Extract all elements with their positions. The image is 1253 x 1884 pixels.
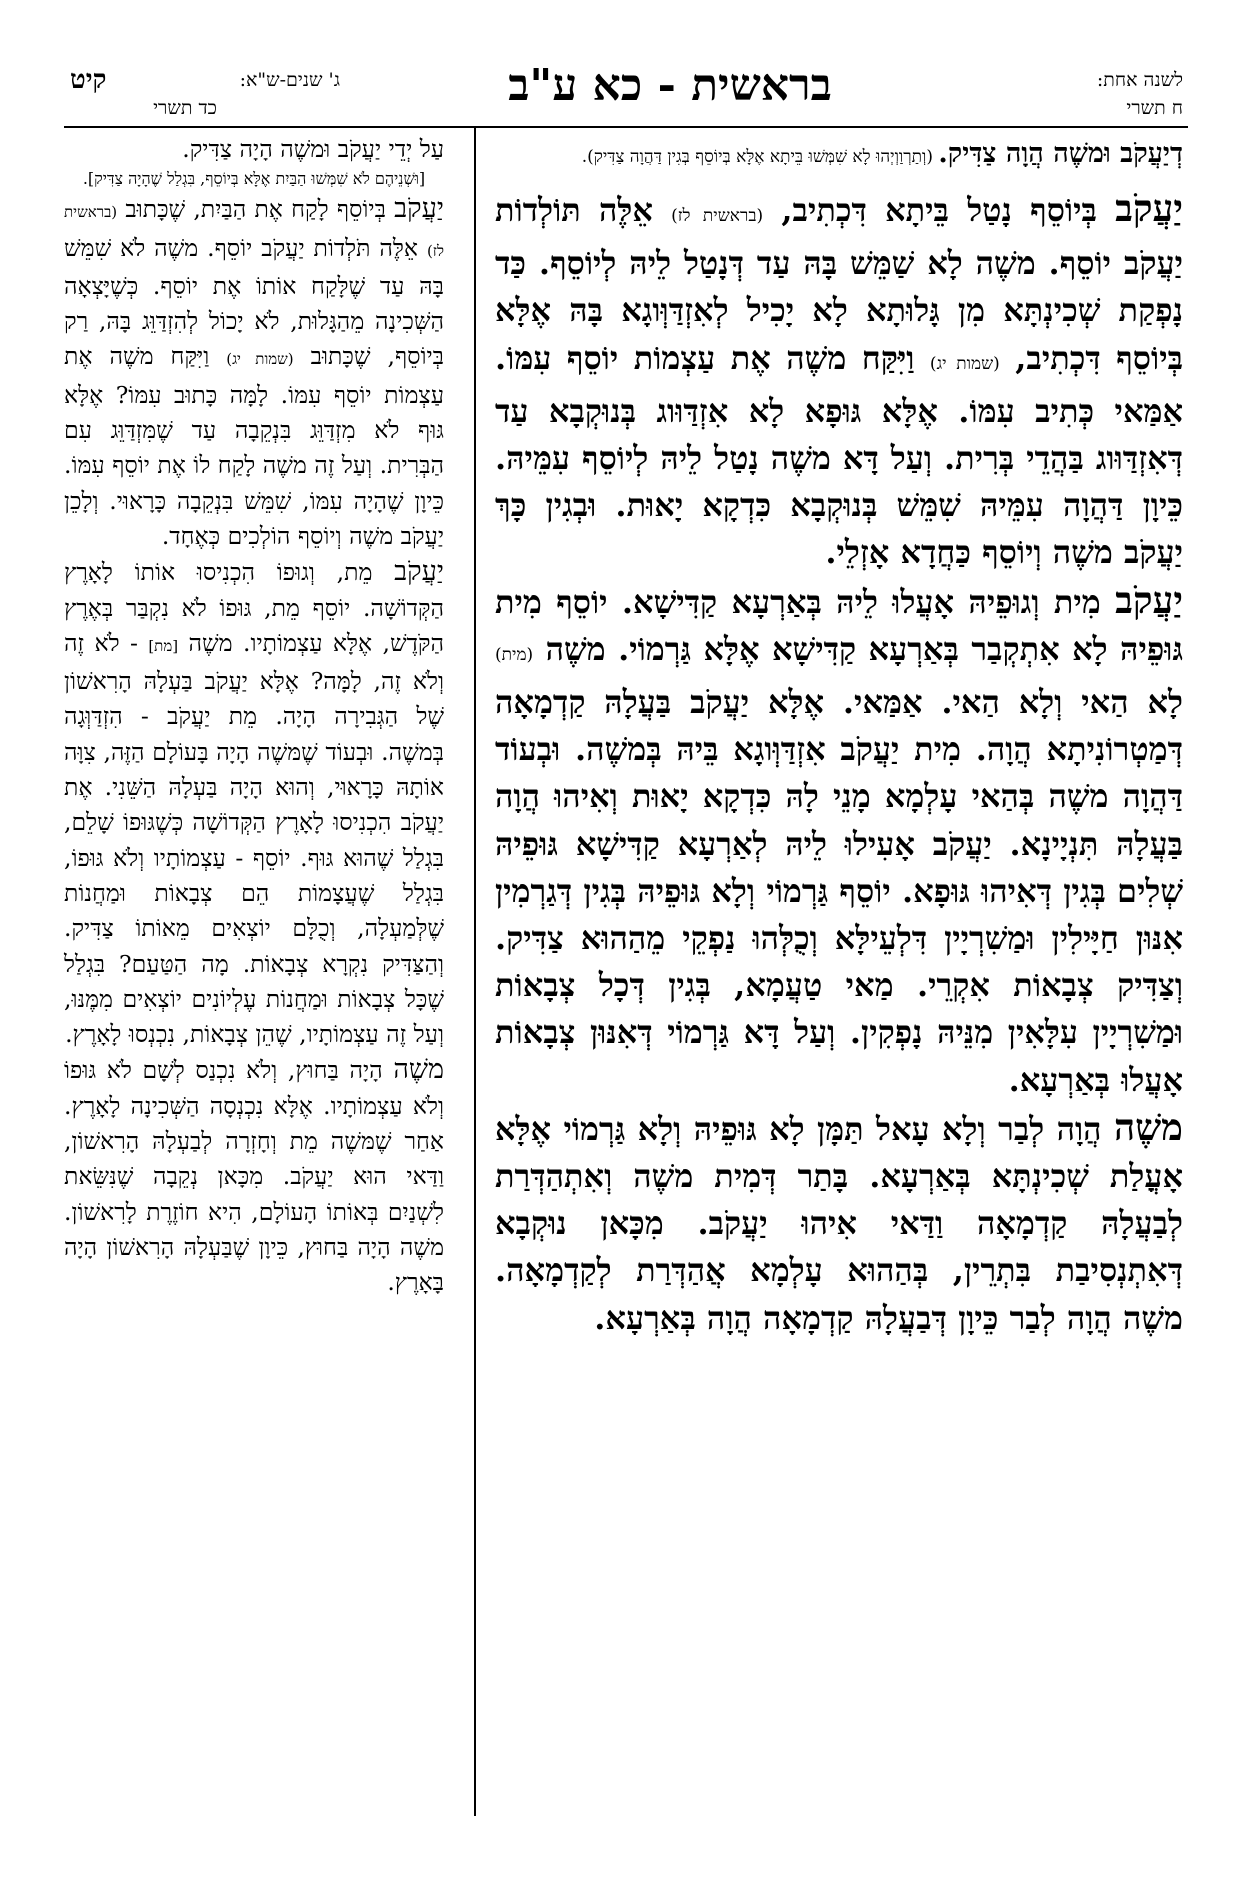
header-right-top: לשנה אחת:	[1096, 69, 1183, 91]
side-p3-opening-word: משֶׁה	[393, 1054, 444, 1086]
column-divider	[474, 126, 476, 1816]
side-p1-text-b: אֵלֶּה תֹּלְדוֹת יַעֲקֹב יוֹסֵף. משֶׁה לֹא שִׁמֵּשׁ בָּהּ עַד שֶׁלָּקַח אוֹתוֹ אֶת יוֹסֵף. כְּשֶׁיָּצְאָה הַשְּׁכִינָה מֵהַגָּלוּת, לֹא יָכוֹל לְהִזְדַּוֵּג בָּהּ, רַק בְּיוֹסֵף, שֶׁכָּתוּב	[64, 233, 445, 371]
main-p3-text-a: הֲוָה לְבַר וְלָא עָאל תַּמָּן לָא גּוּפֵיהּ וְלָא גַּרְמוֹי אֶלָּא אָעֳלַת שְׁכִינְתָּא בְּאַרְעָא. בָּתַר דְּמִית משֶׁה וְאִתְהַדְּרַת לְבַעֲלָהּ קַדְמָאָה וַדַּאי אִיהוּ יַעֲקֹב. מִכָּאן נוּקְבָא דְּאִתְנְסִיבַת בִּתְרֵין, בְּהַהוּא עָלְמָא אֲהַדְּרַת לְקַדְמָאָה. משֶׁה הֲוָה לְבַר כֵּיוָן דְּבַעֲלָהּ קַדְמָאָה הֲוָה בְּאַרְעָא.	[495, 1109, 1183, 1337]
side-p1-opening-word: יַעֲקֹב	[394, 193, 444, 225]
main-p1-text-c: וַיִּקַּח משֶׁה אֶת עַצְמוֹת יוֹסֵף עִמּוֹ. אַמַּאי כְּתִיב עִמּוֹ. אֶלָּא גּוּפָא לָא אִזְדַּוּוג בְּנוּקְבָא עַד דְּאִזְדַּוּוג בַּהֲדֵי בְּרִית. וְעַל דָּא משֶׁה נָטַל לֵיהּ לְיוֹסֵף עִמֵּיהּ. כֵּיוָן דַּהֲוָה עִמֵּיהּ שִׁמֵּשׁ בְּנוּקְבָא כִּדְקָא יָאוּת. וּבְגִין כָּךְ יַעֲקֹב משֶׁה וְיוֹסֵף כַּחֲדָא אָזְלֵי.	[495, 338, 1183, 572]
side-p2-text-b: - לֹא זֶה וְלֹא זֶה, לָמָּה? אֶלָּא יַעֲקֹב בַּעְלָהּ הָרִאשׁוֹן שֶׁל הַגְּבִירָה הָיָה. מֵת יַעֲקֹב - הִזְדַּוְּגָה בְּמשֶׁה. וּבְעוֹד שֶׁמּשֶׁה הָיָה בָּעוֹלָם הַזֶּה, צִוָּה אוֹתָהּ כָּרָאוּי, וְהוּא הָיָה בַּעְלָהּ הַשֵּׁנִי. אֶת יַעֲקֹב הִכְנִיסוּ לָאָרֶץ הַקְּדוֹשָׁה כְּשֶׁגּוּפוֹ שָׁלֵם, בִּגְלַל שֶׁהוּא גּוּף. יוֹסֵף - עַצְמוֹתָיו וְלֹא גּוּפוֹ, בִּגְלַל שֶׁעֲצָמוֹת הֵם צְבָאוֹת וּמַחֲנוֹת שֶׁלְּמַעְלָה, וְכֻלָּם יוֹצְאִים מֵאוֹתוֹ צַדִּיק. וְהַצַּדִּיק נִקְרָא צְבָאוֹת. מָה הַטַּעַם? בִּגְלַל שֶׁכָּל צְבָאוֹת וּמַחֲנוֹת עֶלְיוֹנִים יוֹצְאִים מִמֶּנּוּ, וְעַל זֶה עַצְמוֹתָיו, שֶׁהֵן צְבָאוֹת, נִכְנְסוּ לָאָרֶץ.	[64, 628, 444, 1049]
main-p1-text-b: אֵלֶּה תּוֹלְדוֹת יַעֲקֹב יוֹסֵף. משֶׁה לָא שַׁמֵּשׁ בָּהּ עַד דְּנָטַל לֵיהּ לְיוֹסֵף. כַּד נָפְקַת שְׁכִינְתָּא מִן גָּלוּתָא לָא יָכִיל לְאִזְדַּוְּוגָא בָּהּ אֶלָּא בְּיוֹסֵף דִּכְתִיב,	[495, 191, 1184, 377]
side-p1-text-a: בְּיוֹסֵף לָקַח אֶת הַבַּיִת, שֶׁכָּתוּב	[117, 195, 395, 224]
main-p1-text-a: בְּיוֹסֵף נָטַל בֵּיתָא דִּכְתִיב,	[763, 191, 1116, 229]
header-rule	[64, 126, 1188, 128]
side-paragraph-3	[64, 1052, 444, 1300]
main-intro	[495, 132, 1183, 179]
main-p1-opening-word: יַעֲקֹב	[1115, 186, 1184, 230]
side-p1-citation-1: (בראשית לז)	[64, 203, 444, 260]
main-p2-citation: (מית)	[495, 644, 534, 665]
header-left-bottom: כד תשרי	[153, 97, 217, 119]
header-right-bottom: ח תשרי	[1126, 97, 1183, 119]
side-p2-text-a: מֵת, וְגוּפוֹ הִכְנִיסוּ אוֹתוֹ לָאָרֶץ הַקְּדוֹשָׁה. יוֹסֵף מֵת, גּוּפוֹ לֹא נִקְבַּר בְּאֶרֶץ הַקֹּדֶשׁ, אֶלָּא עַצְמוֹתָיו. משֶׁה	[64, 558, 445, 657]
main-p2-text-b: לָא הַאי וְלָא הַאי. אַמַּאי. אֶלָּא יַעֲקֹב בַּעֲלָהּ קַדְמָאָה דְּמַטְרוֹנִיתָא הֲוָה. מִית יַעֲקֹב אִזְדַּוְּוגָא בֵּיהּ בְּמשֶׁה. וּבְעוֹד דַּהֲוָה משֶׁה בְּהַאי עָלְמָא מָנֵי לָהּ כִּדְקָא יָאוּת וְאִיהוּ הֲוָה בַּעֲלָהּ תִּנְיָינָא. יַעֲקֹב אָעִילוּ לֵיהּ לְאַרְעָא קַדִּישָׁא גּוּפֵיהּ שְׁלִים בְּגִין דְּאִיהוּ גּוּפָא. יוֹסֵף גַּרְמוֹי וְלָא גּוּפֵיהּ בְּגִין דְּגַרְמִין אִנּוּן חַיָּילִין וּמַשִׁרְיָין דִּלְעֵילָּא וְכֻלְּהוּ נַפְקֵי מֵהַהוּא צַדִּיק. וְצַדִּיק צְבָאוֹת אִקְרֵי. מַאי טַעֲמָא, בְּגִין דְּכָל צְבָאוֹת וּמַשִׁרְיָין עִלָּאִין מִנֵּיהּ נָפְקִין. וְעַל דָּא גַּרְמוֹי דְּאִנּוּן צְבָאוֹת אָעֲלוּ בְּאַרְעָא.	[495, 683, 1184, 1099]
main-p1-citation-2: (שמות יג)	[929, 353, 1000, 374]
main-intro-note: (וְתַרְוַוְיְהוּ לָא שִׁמְּשׁוּ בֵּיתָא אֶלָּא בְּיוֹסֵף בְּגִין דַּהֲוָה צַדִּיק).	[581, 147, 939, 167]
header-right	[983, 66, 1183, 122]
main-p2-text-a: מִית וְגוּפֵיהּ אָעֲלוּ לֵיהּ בְּאַרְעָא קַדִּישָׁא. יוֹסֵף מִית גּוּפֵיהּ לָא אִתְקְבַר בְּאַרְעָא קַדִּישָׁא אֶלָּא גַּרְמוֹי. משֶׁה	[495, 582, 1183, 668]
main-paragraph-2	[495, 577, 1183, 1104]
main-column	[495, 132, 1183, 1342]
side-paragraph-2	[64, 554, 444, 1052]
main-p1-citation-1: (בראשית לז)	[671, 206, 764, 226]
main-intro-text: דְיַעֲקֹב וּמשֶׁה הֲוָה צַדִּיק.	[938, 138, 1183, 169]
main-paragraph-1	[495, 185, 1183, 577]
main-p3-opening-word: משֶׁה	[1113, 1104, 1183, 1149]
translation-column	[64, 132, 444, 1301]
header-left-top: ג' שנים-ש"א:	[239, 69, 340, 91]
page-number: קיט	[70, 65, 107, 95]
side-p1-text-c: וַיִּקַּח משֶׁה אֶת עַצְמוֹת יוֹסֵף עִמּוֹ. לָמָּה כָּתוּב עִמּוֹ? אֶלָּא גּוּף לֹא מִזְדַּוֵּג בִּנְקֵבָה עַד שֶׁמִּזְדַּוֵּג עִם הַבְּרִית. וְעַל זֶה משֶׁה לָקַח לוֹ אֶת יוֹסֵף עִמּוֹ. כֵּיוָן שֶׁהָיָה עִמּוֹ, שִׁמֵּשׁ בִּנְקֵבָה כָּרָאוּי. וְלָכֵן יַעֲקֹב משֶׁה וְיוֹסֵף הוֹלְכִים כְּאֶחָד.	[64, 342, 444, 550]
side-p3-text-a: הָיָה בַּחוּץ, וְלֹא נִכְנַס לְשָׁם לֹא גּוּפוֹ וְלֹא עַצְמוֹתָיו. אֶלָּא נִכְנְסָה הַשְּׁכִינָה לָאָרֶץ. אַחַר שֶׁמּשֶׁה מֵת וְחָזְרָה לְבַעְלָהּ הָרִאשׁוֹן, וַדַּאי הוּא יַעֲקֹב. מִכָּאן נְקֵבָה שֶׁנִּשֵּׂאת לִשְׁנַיִם בְּאוֹתוֹ הָעוֹלָם, הִיא חוֹזֶרֶת לָרִאשׁוֹן. משֶׁה הָיָה בַּחוּץ, כֵּיוָן שֶׁבַּעְלָהּ הָרִאשׁוֹן הָיָה בָּאָרֶץ.	[64, 1056, 444, 1297]
page-title: בראשית - כא ע"ב	[508, 60, 832, 111]
side-intro: עַל יְדֵי יַעֲקֹב וּמשֶׁה הָיָה צַדִּיק.	[182, 135, 444, 163]
side-intro-note: [וּשְׁנֵיהֶם לֹא שִׁמְּשׁוּ הַבַּיִת אֶלָּא בְּיוֹסֵף, בִּגְלַל שֶׁהָיָה צַדִּיק].	[82, 169, 426, 189]
side-p2-opening-word: יַעֲקֹב	[394, 556, 444, 588]
side-p2-citation: [מת]	[148, 636, 179, 655]
header-left	[70, 66, 340, 122]
main-paragraph-3	[495, 1104, 1183, 1342]
side-p1-citation-2: (שמות יג)	[226, 350, 294, 369]
main-p2-opening-word: יַעֲקֹב	[1115, 577, 1183, 622]
side-paragraph-1	[64, 191, 444, 554]
